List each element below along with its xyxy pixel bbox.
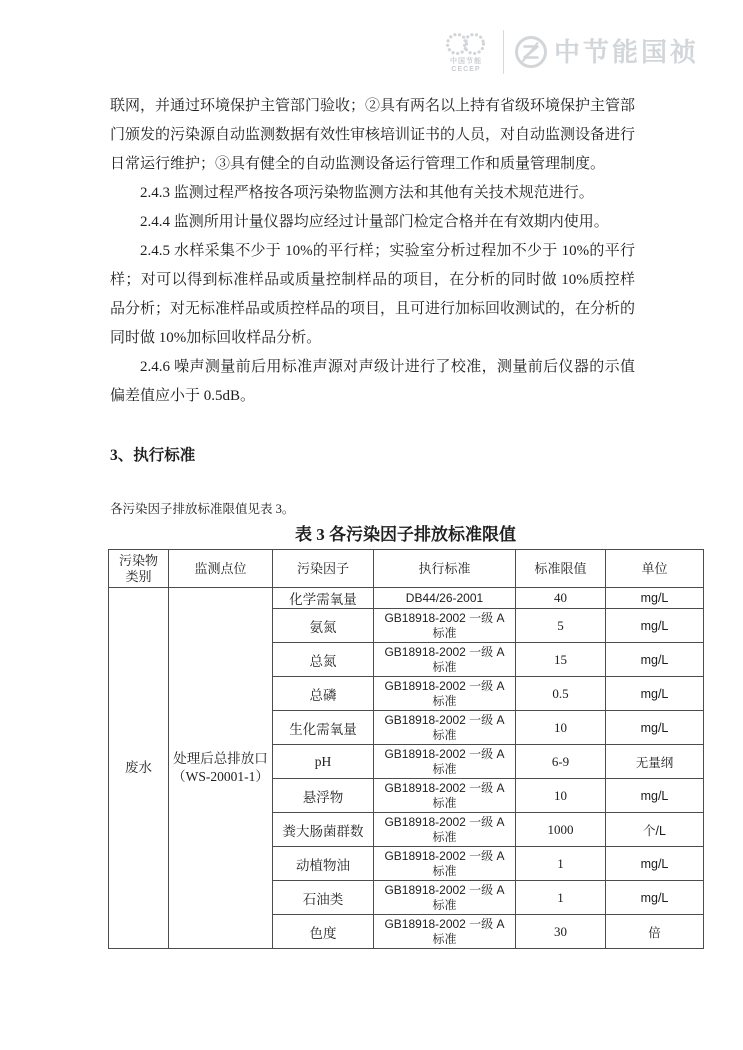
paragraph-2-4-4: 2.4.4 监测所用计量仪器均应经过计量部门检定合格并在有效期内使用。 [140,214,609,230]
header-pollutant-category [109,550,169,588]
limit-cell: 10 [516,779,606,813]
unit-cell: 无量纲 [606,745,704,779]
cecep-logo-cn-text: 中国节能 [449,57,482,65]
guozhen-logo [513,34,699,70]
limit-cell: 30 [516,915,606,949]
factor-cell: 悬浮物 [273,779,374,813]
standard-line2: 标准 [432,693,457,708]
limit-cell: 5 [516,609,606,643]
monitoring-site-cell [169,588,273,949]
standard-line2: 标准 [432,863,457,878]
unit-cell: mg/L [606,588,704,609]
standard-line2: 标准 [432,897,457,912]
standard-line1: GB18918-2002 一级 A [384,746,505,761]
factor-cell: 总氮 [273,643,374,677]
standard-line2: 标准 [432,659,457,674]
limit-cell: 1 [516,847,606,881]
standard-line1: GB18918-2002 一级 A [384,916,505,931]
limit-cell: 40 [516,588,606,609]
table-title: 表 3 各污染因子排放标准限值 [295,525,516,544]
standard-line1: GB18918-2002 一级 A [384,814,505,829]
unit-cell: mg/L [606,881,704,915]
unit-cell: mg/L [606,609,704,643]
standard-cell [374,745,516,779]
limit-cell: 6-9 [516,745,606,779]
monitoring-site-line2: （WS-20001-1） [172,769,269,784]
logo-divider [503,30,504,74]
standard-line1: GB18918-2002 一级 A [384,848,505,863]
cecep-logo-en-text: CECEP [451,65,481,73]
unit-cell: mg/L [606,847,704,881]
standard-line2: 标准 [432,795,457,810]
header-pollution-factor: 污染因子 [273,550,374,588]
factor-cell: pH [273,745,374,779]
standard-line2: 标准 [432,761,457,776]
paragraph-2-4-5: 2.4.5 水样采集不少于 10%的平行样；实验室分析过程加不少于 10%的平行样；对可以得到标准样品或质量控制样品的项目，在分析的同时做 10%质控样品分析；对无标准样品或质控样品的项目，且可进行加标回收测试的，在分析的同时做 10%加标回收样品分析。 [110,243,636,346]
standard-cell [374,779,516,813]
brand-name-text: 中节能国祯 [553,37,699,67]
limit-cell: 15 [516,643,606,677]
factor-cell: 石油类 [273,881,374,915]
header-monitoring-site: 监测点位 [169,550,273,588]
factor-cell: 色度 [273,915,374,949]
standard-line1: GB18918-2002 一级 A [384,610,505,625]
unit-cell: mg/L [606,779,704,813]
standard-line1: GB18918-2002 一级 A [384,678,505,693]
standard-line1: GB18918-2002 一级 A [384,780,505,795]
unit-cell: mg/L [606,677,704,711]
standard-line2: 标准 [432,931,457,946]
unit-cell: 个/L [606,813,704,847]
standards-table-block [108,523,703,949]
table-header-row [109,550,704,588]
standard-cell [374,643,516,677]
standard-line2: 标准 [432,727,457,742]
standard-cell [374,711,516,745]
standard-line1: GB18918-2002 一级 A [384,712,505,727]
monitoring-site-line1: 处理后总排放口 [173,751,268,766]
cecep-rings-icon [443,31,489,58]
standard-cell [374,813,516,847]
standard-cell [374,677,516,711]
header-unit: 单位 [606,550,704,588]
standard-cell [374,588,516,609]
standards-table [108,549,704,949]
header-standard-limit: 标准限值 [516,550,606,588]
standard-cell [374,609,516,643]
standard-cell [374,915,516,949]
table-row [109,588,704,609]
limit-cell: 1 [516,881,606,915]
standard-line2: 标准 [432,625,457,640]
standard-line2: 标准 [432,829,457,844]
paragraph-2-4-3: 2.4.3 监测过程严格按各项污染物监测方法和其他有关技术规范进行。 [140,185,594,201]
factor-cell: 动植物油 [273,847,374,881]
header-executed-standard: 执行标准 [374,550,516,588]
standard-cell [374,881,516,915]
factor-cell: 总磷 [273,677,374,711]
limit-cell: 10 [516,711,606,745]
pollutant-category-cell: 废水 [109,588,169,949]
standard-cell [374,847,516,881]
factor-cell: 粪大肠菌群数 [273,813,374,847]
unit-cell: 倍 [606,915,704,949]
cecep-logo [438,31,494,74]
standard-line1: GB18918-2002 一级 A [384,882,505,897]
unit-cell: mg/L [606,643,704,677]
factor-cell: 氨氮 [273,609,374,643]
header-pollutant-category-line1: 污染物 [118,552,158,568]
paragraph-continuation: 联网，并通过环境保护主管部门验收；②具有两名以上持有省级环境保护主管部门颁发的污染源自动监测数据有效性审核培训证书的人员，对自动监测设备进行日常运行维护；③具有健全的自动监测设备运行管理工作和质量管理制度。 [110,98,636,172]
factor-cell: 生化需氧量 [273,711,374,745]
header-pollutant-category-line2: 类别 [125,568,152,584]
guozhen-circle-z-icon [513,34,549,70]
table-intro-text: 各污染因子排放标准限值见表 3。 [110,502,295,516]
header-logo-band [438,30,699,74]
document-content [110,92,674,949]
limit-cell: 1000 [516,813,606,847]
paragraph-2-4-6: 2.4.6 噪声测量前后用标准声源对声级计进行了校准，测量前后仪器的示值偏差值应小于 0.5dB。 [110,359,635,404]
limit-cell: 0.5 [516,677,606,711]
unit-cell: mg/L [606,711,704,745]
standard-line1: GB18918-2002 一级 A [384,644,505,659]
factor-cell: 化学需氧量 [273,588,374,609]
section-heading: 3、执行标准 [110,447,196,464]
standard-line1: DB44/26-2001 [405,590,484,605]
